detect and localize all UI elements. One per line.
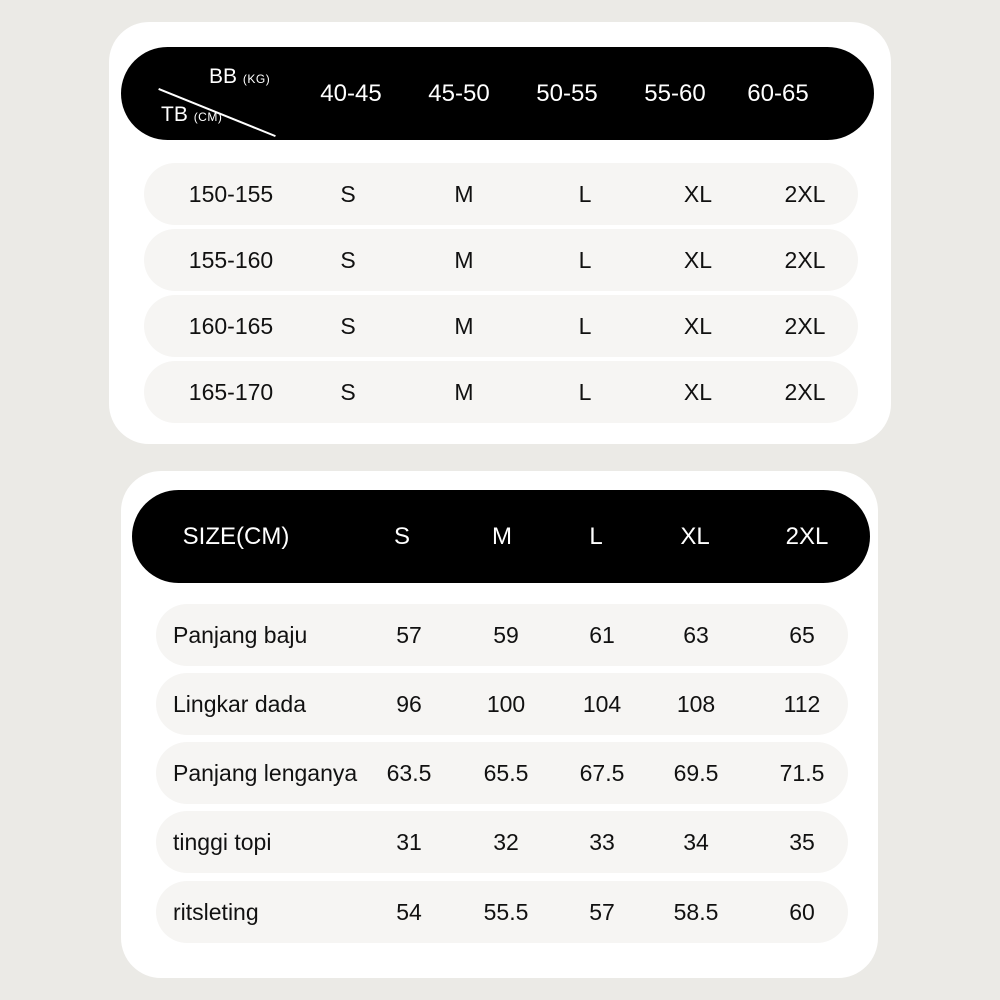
weight-range-header: 50-55 <box>536 80 598 107</box>
table-row <box>156 673 848 735</box>
measurement-value: 63.5 <box>386 760 432 786</box>
measurement-value: 96 <box>396 691 422 717</box>
weight-range-header: 55-60 <box>644 80 706 107</box>
corner-header-cell <box>151 63 281 133</box>
size-cell: S <box>340 379 356 405</box>
table-row <box>144 229 858 291</box>
measurement-value: 57 <box>589 899 615 925</box>
measurement-value: 100 <box>486 691 526 717</box>
table-row <box>156 811 848 873</box>
size-cell: S <box>340 181 356 207</box>
measurement-value: 69.5 <box>673 760 719 786</box>
measurement-value: 57 <box>396 622 422 648</box>
height-range-cell: 150-155 <box>188 181 274 207</box>
size-cell: L <box>578 313 592 339</box>
measurement-card <box>121 471 878 978</box>
size-cell: L <box>578 379 592 405</box>
measurement-value: 67.5 <box>579 760 625 786</box>
size-cell: L <box>578 181 592 207</box>
height-range-cell: 165-170 <box>188 379 274 405</box>
measurement-value: 33 <box>589 829 615 855</box>
size-cell: XL <box>683 313 713 339</box>
size-cell: 2XL <box>784 247 826 273</box>
measurement-value: 104 <box>582 691 622 717</box>
size-cell: M <box>454 379 474 405</box>
size-cell: 2XL <box>784 379 826 405</box>
size-cell: L <box>578 247 592 273</box>
size-recommendation-header <box>121 47 874 140</box>
table-row <box>156 604 848 666</box>
measurement-value: 58.5 <box>673 899 719 925</box>
measurement-value: 65.5 <box>483 760 529 786</box>
size-cell: S <box>340 247 356 273</box>
measurement-header <box>132 490 870 583</box>
weight-range-header: 45-50 <box>428 80 490 107</box>
measurement-value: 59 <box>493 622 519 648</box>
weight-range-header: 40-45 <box>320 80 382 107</box>
measurement-label: Panjang lenganya <box>173 760 358 786</box>
measurement-label: Lingkar dada <box>173 691 306 717</box>
size-column-header: M <box>492 523 512 550</box>
measurement-value: 65 <box>789 622 815 648</box>
size-cell: M <box>454 181 474 207</box>
measurement-value: 34 <box>683 829 709 855</box>
measurement-value: 71.5 <box>779 760 825 786</box>
table-row <box>144 163 858 225</box>
measurement-value: 32 <box>493 829 519 855</box>
table-row <box>156 742 848 804</box>
measurement-value: 31 <box>396 829 422 855</box>
size-cell: M <box>454 247 474 273</box>
weight-axis-label: BB (KG) <box>209 65 271 88</box>
size-column-header: 2XL <box>785 523 829 550</box>
measurement-value: 55.5 <box>483 899 529 925</box>
measurement-value: 112 <box>783 691 821 717</box>
size-column-header: XL <box>680 523 710 550</box>
measurement-value: 60 <box>789 899 815 925</box>
size-cm-header: SIZE(CM) <box>182 523 290 550</box>
measurement-value: 61 <box>589 622 615 648</box>
height-range-cell: 155-160 <box>188 247 274 273</box>
measurement-value: 54 <box>396 899 422 925</box>
measurement-value: 108 <box>676 691 716 717</box>
weight-range-header: 60-65 <box>747 80 809 107</box>
measurement-value: 35 <box>789 829 815 855</box>
size-cell: S <box>340 313 356 339</box>
measurement-value: 63 <box>683 622 709 648</box>
size-cell: 2XL <box>784 181 826 207</box>
size-cell: M <box>454 313 474 339</box>
measurement-label: Panjang baju <box>173 622 308 648</box>
measurement-label: ritsleting <box>173 899 259 925</box>
size-cell: 2XL <box>784 313 826 339</box>
size-cell: XL <box>683 181 713 207</box>
size-recommendation-card <box>109 22 891 444</box>
size-column-header: S <box>393 523 411 550</box>
size-cell: XL <box>683 379 713 405</box>
table-row <box>156 881 848 943</box>
height-axis-label: TB (CM) <box>161 103 223 126</box>
size-column-header: L <box>589 523 603 550</box>
table-row <box>144 361 858 423</box>
measurement-label: tinggi topi <box>173 829 272 855</box>
size-cell: XL <box>683 247 713 273</box>
table-row <box>144 295 858 357</box>
height-range-cell: 160-165 <box>188 313 274 339</box>
